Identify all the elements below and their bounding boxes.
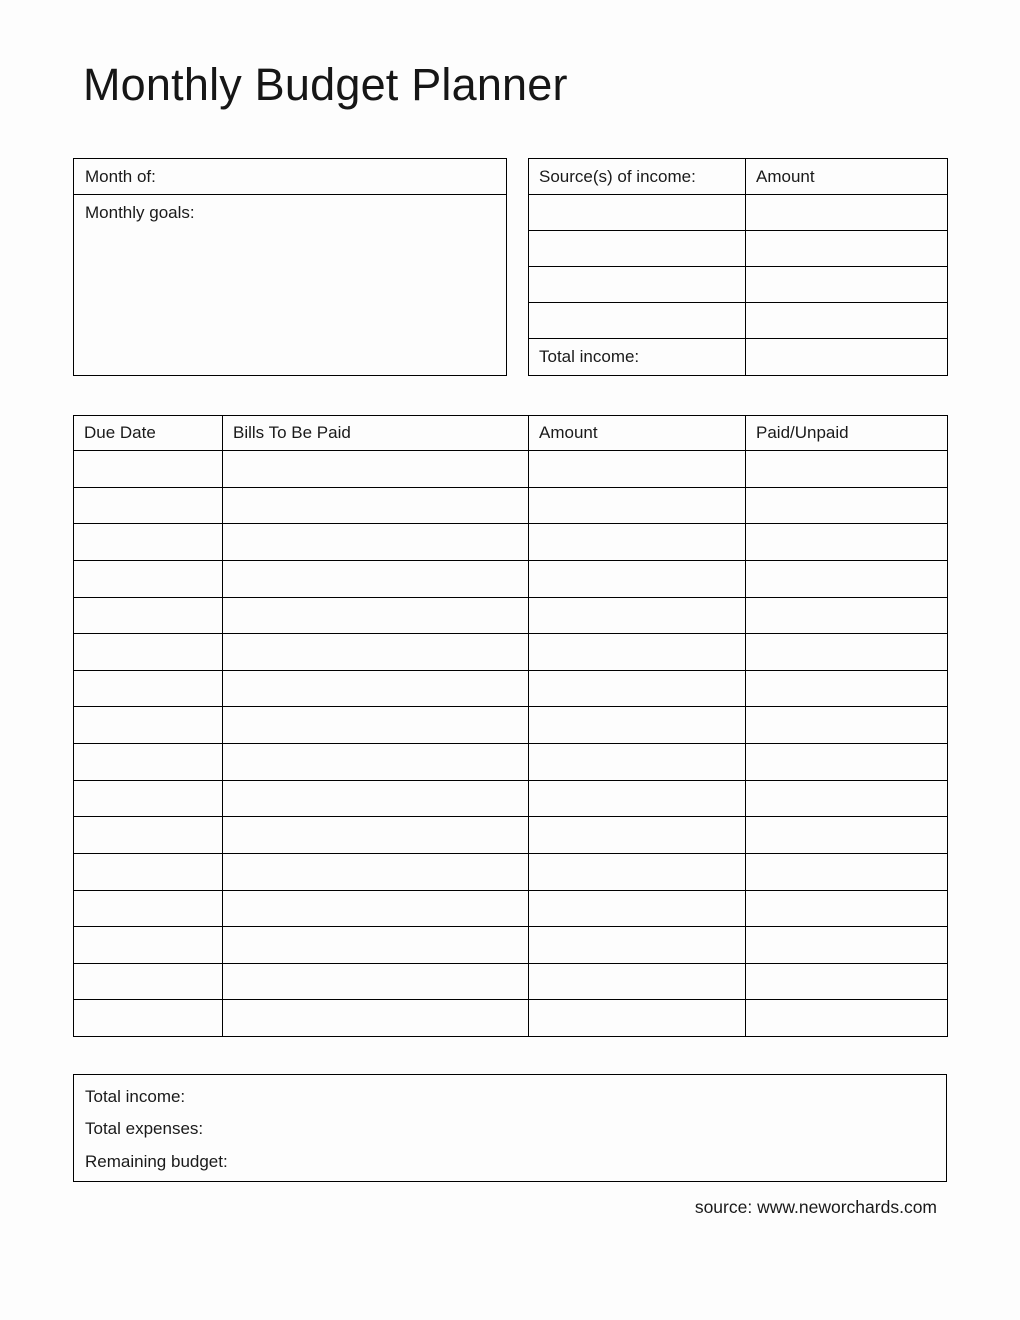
empty-cell — [529, 231, 746, 267]
summary-box — [73, 1074, 947, 1182]
empty-row — [74, 817, 948, 854]
empty-cell — [223, 560, 529, 597]
empty-cell — [746, 1000, 948, 1037]
empty-row — [74, 597, 948, 634]
empty-row — [74, 780, 948, 817]
empty-cell — [74, 707, 223, 744]
empty-cell — [223, 817, 529, 854]
empty-cell — [74, 890, 223, 927]
empty-cell — [529, 780, 746, 817]
empty-cell — [746, 780, 948, 817]
empty-cell — [529, 707, 746, 744]
empty-row — [529, 195, 948, 231]
empty-cell — [746, 634, 948, 671]
empty-cell — [223, 1000, 529, 1037]
empty-cell — [529, 597, 746, 634]
bills-table-body — [74, 451, 948, 1037]
empty-cell — [746, 267, 948, 303]
empty-cell — [223, 963, 529, 1000]
empty-cell — [529, 634, 746, 671]
income-header-row — [529, 159, 948, 195]
empty-cell — [529, 451, 746, 488]
empty-cell — [223, 670, 529, 707]
empty-cell — [746, 890, 948, 927]
empty-row — [74, 963, 948, 1000]
income-source-header: Source(s) of income: — [529, 159, 746, 195]
empty-cell — [223, 927, 529, 964]
empty-cell — [74, 853, 223, 890]
empty-cell — [223, 780, 529, 817]
empty-cell — [529, 303, 746, 339]
empty-cell — [223, 451, 529, 488]
month-goals-box — [73, 158, 507, 376]
empty-cell — [746, 670, 948, 707]
empty-cell — [746, 853, 948, 890]
empty-cell — [74, 560, 223, 597]
empty-row — [74, 1000, 948, 1037]
empty-row — [529, 303, 948, 339]
empty-cell — [529, 267, 746, 303]
empty-row — [529, 267, 948, 303]
summary-total-income-label: Total income: — [85, 1087, 186, 1107]
income-total-row — [529, 339, 948, 376]
empty-cell — [746, 303, 948, 339]
empty-cell — [529, 963, 746, 1000]
empty-cell — [529, 560, 746, 597]
empty-row — [74, 707, 948, 744]
empty-cell — [746, 231, 948, 267]
empty-cell — [74, 817, 223, 854]
empty-cell — [223, 597, 529, 634]
empty-cell — [529, 524, 746, 561]
empty-cell — [746, 963, 948, 1000]
empty-cell — [74, 1000, 223, 1037]
empty-row — [74, 451, 948, 488]
empty-row — [74, 487, 948, 524]
empty-cell — [746, 817, 948, 854]
income-table — [528, 158, 948, 376]
empty-cell — [223, 890, 529, 927]
empty-cell — [746, 524, 948, 561]
empty-cell — [74, 634, 223, 671]
empty-row — [74, 744, 948, 781]
empty-cell — [746, 487, 948, 524]
income-table-body — [529, 195, 948, 339]
empty-cell — [223, 853, 529, 890]
bills-header-row — [74, 416, 948, 451]
empty-row — [74, 927, 948, 964]
bills-to-be-paid-header: Bills To Be Paid — [223, 416, 529, 451]
empty-cell — [223, 487, 529, 524]
month-of-label: Month of: — [85, 166, 156, 186]
empty-row — [74, 853, 948, 890]
empty-cell — [223, 707, 529, 744]
empty-row — [74, 524, 948, 561]
empty-cell — [74, 670, 223, 707]
income-amount-header: Amount — [746, 159, 948, 195]
empty-cell — [529, 744, 746, 781]
empty-cell — [223, 524, 529, 561]
empty-cell — [74, 927, 223, 964]
empty-cell — [746, 927, 948, 964]
summary-total-expenses-label: Total expenses: — [85, 1119, 204, 1139]
page-title: Monthly Budget Planner — [83, 59, 568, 110]
paid-unpaid-header: Paid/Unpaid — [746, 416, 948, 451]
empty-cell — [223, 744, 529, 781]
bills-amount-header: Amount — [529, 416, 746, 451]
empty-cell — [529, 927, 746, 964]
empty-cell — [746, 195, 948, 231]
empty-cell — [746, 560, 948, 597]
empty-cell — [529, 890, 746, 927]
empty-cell — [74, 487, 223, 524]
empty-cell — [529, 195, 746, 231]
empty-row — [74, 634, 948, 671]
summary-remaining-budget-label: Remaining budget: — [85, 1151, 228, 1171]
empty-cell — [529, 487, 746, 524]
empty-cell — [746, 597, 948, 634]
source-attribution: source: www.neworchards.com — [694, 1197, 937, 1217]
empty-row — [74, 670, 948, 707]
monthly-goals-label: Monthly goals: — [85, 203, 195, 222]
empty-cell — [529, 670, 746, 707]
empty-cell — [529, 817, 746, 854]
empty-row — [74, 560, 948, 597]
empty-cell — [74, 744, 223, 781]
empty-cell — [223, 634, 529, 671]
total-income-label: Total income: — [529, 339, 746, 376]
month-of-field — [74, 159, 506, 195]
monthly-goals-field — [74, 195, 506, 231]
empty-row — [74, 890, 948, 927]
due-date-header: Due Date — [74, 416, 223, 451]
empty-cell — [74, 963, 223, 1000]
empty-cell — [74, 451, 223, 488]
empty-row — [529, 231, 948, 267]
empty-cell — [74, 597, 223, 634]
empty-cell — [746, 707, 948, 744]
empty-cell — [74, 524, 223, 561]
empty-cell — [529, 1000, 746, 1037]
empty-cell — [746, 451, 948, 488]
empty-cell — [74, 780, 223, 817]
empty-cell — [746, 744, 948, 781]
empty-cell — [529, 853, 746, 890]
bills-table — [73, 415, 948, 1037]
total-income-value-cell — [746, 339, 948, 376]
